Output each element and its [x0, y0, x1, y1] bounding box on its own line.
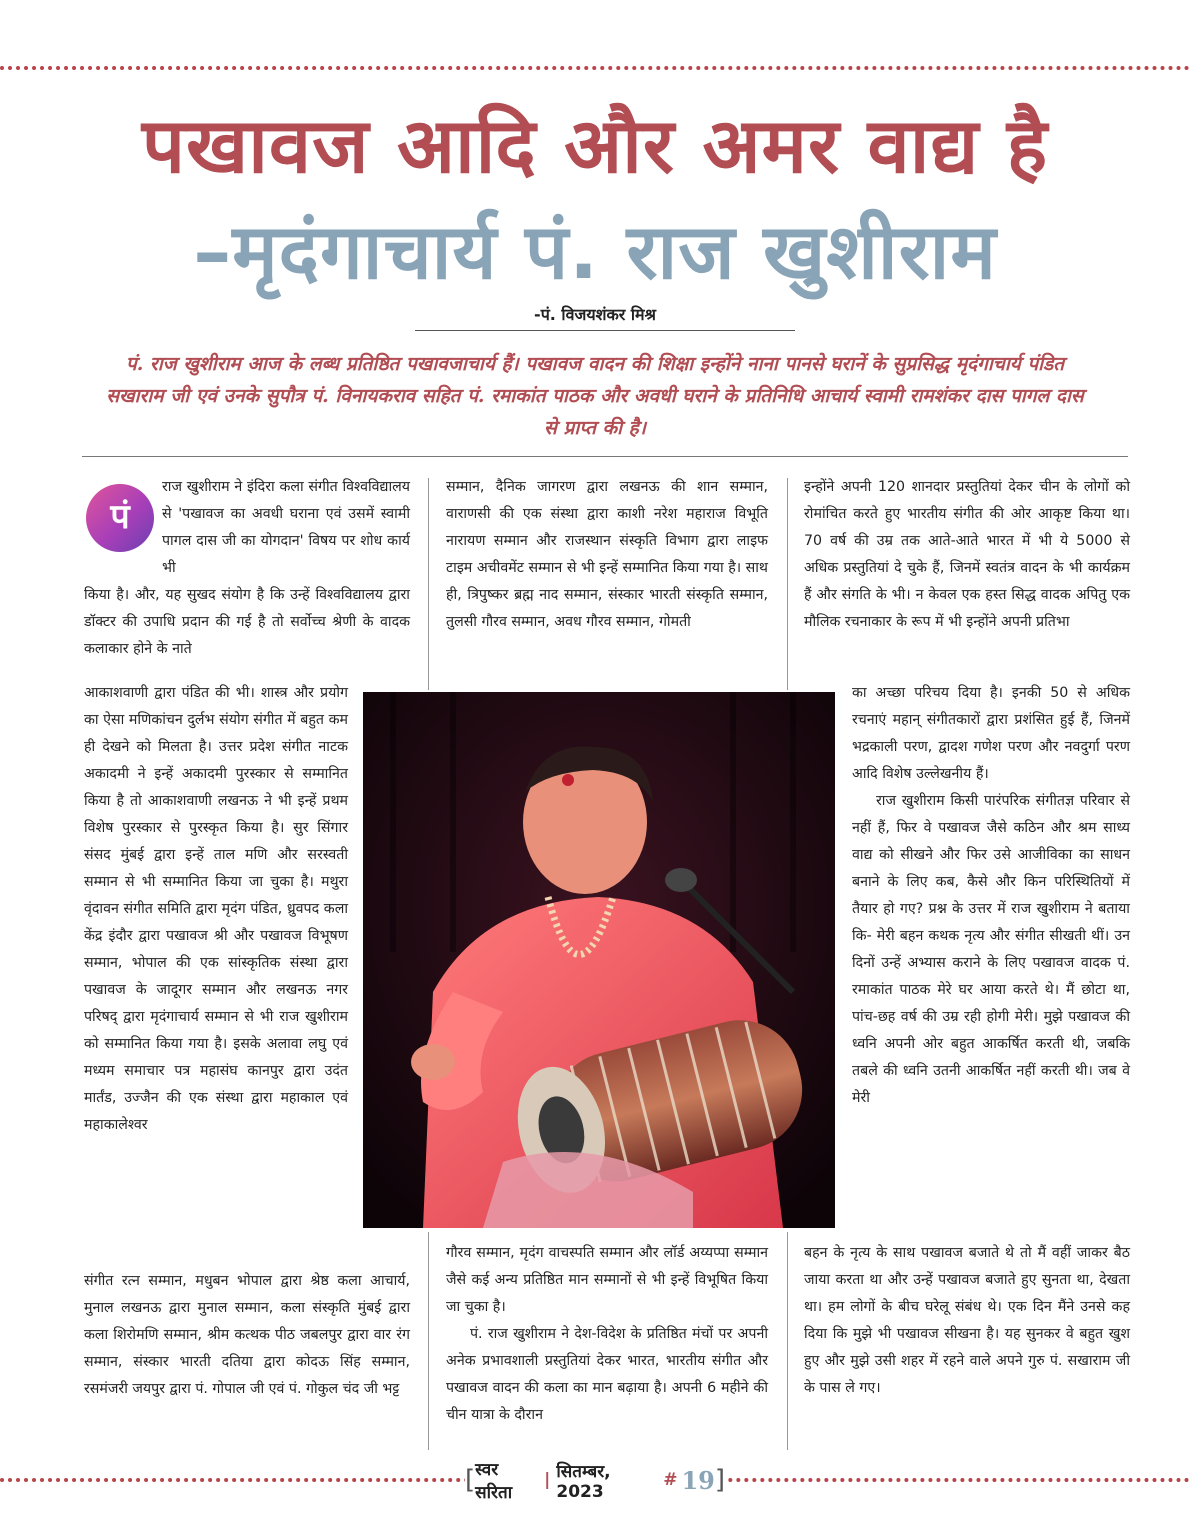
col3-para-right-1: का अच्छा परिचय दिया है। इनकी 50 से अधिक रचनाएं महान् संगीतकारों द्वारा प्रशंसित हुई हैं, जिनमें भद्रकाली परण, द्वादश गणेश परण और नवदुर्गा परण आदि विशेष उल्लेखनीय हैं। — [852, 685, 1130, 782]
intro-rule — [82, 456, 1128, 457]
col1-para-top: राज खुशीराम ने इंदिरा कला संगीत विश्वविद्यालय से 'पखावज का अवधी घराना एवं उसमें स्वामी पागल दास जी का योगदान' विषय पर शोध कार्य भी — [162, 479, 410, 576]
col1-para-bottom: संगीत रत्न सम्मान, मधुबन भोपाल द्वारा श्रेष्ठ कला आचार्य, मुनाल लखनऊ द्वारा मुनाल सम्मान, कला संस्कृति मुंबई द्वारा कला शिरोमणि सम्मान, श्रीम कत्थक पीठ जबलपुर द्वारा वार रंग सम्मान, संस्कार भारती दतिया द्वारा कोदऊ सिंह सम्मान, रसमंजरी जयपुर द्वारा पं. गोपाल जी एवं पं. गोकुल चंद जी भट्ट — [84, 1273, 410, 1397]
col2-bottom — [446, 1240, 768, 1429]
col3-para-bottom: बहन के नृत्य के साथ पखावज बजाते थे तो मैं वहीं जाकर बैठ जाया करता था और उन्हें पखावज बजाते हुए सुनता था, देखता था। हम लोगों के बीच घरेलू संबंध थे। एक दिन मैंने उनसे कह दिया कि मुझे भी पखावज सीखना है। यह सुनकर वे बहुत खुश हुए और मुझे उसी शहर में रहने वाले अपने गुरु पं. सखाराम जी के पास ले गए। — [804, 1245, 1130, 1396]
top-dotted-rule — [0, 66, 1190, 70]
intro-deck: पं. राज खुशीराम आज के लब्ध प्रतिष्ठित पखावजाचार्य हैं। पखावज वादन की शिक्षा इन्होंने नाना पानसे घरानें के सुप्रसिद्ध मृदंगाचार्य पंडित सखाराम जी एवं उनके सुपौत्र पं. विनायकराव सहित पं. रमाकांत पाठक और अवधी घराने के प्रतिनिधि आचार्य स्वामी रामशंकर दास पागल दास से प्राप्त की है। — [106, 353, 1084, 439]
column-rule-2-top — [787, 478, 788, 690]
column-rule-1-top — [428, 478, 429, 690]
author-byline: -पं. विजयशंकर मिश्र — [534, 305, 656, 324]
page-footer — [465, 1460, 725, 1503]
footer-hash: # — [663, 1470, 678, 1490]
col1-para-left: आकाशवाणी द्वारा पंडित की भी। शास्त्र और प्रयोग का ऐसा मणिकांचन दुर्लभ संयोग संगीत में बहुत कम ही देखने को मिलता है। उत्तर प्रदेश संगीत नाटक अकादमी ने इन्हें अकादमी पुरस्कार से सम्मानित किया है तो आकाशवाणी लखनऊ ने भी इन्हें प्रथम विशेष पुरस्कार से पुरस्कृत किया है। सुर सिंगार संसद मुंबई द्वारा इन्हें ताल मणि और सरस्वती सम्मान से भी सम्मानित किया जा चुका है। मथुरा वृंदावन संगीत समिति द्वारा मृदंग पंडित, ध्रुवपद कला केंद्र इंदौर द्वारा पखावज श्री और पखावज विभूषण सम्मान, भोपाल की एक सांस्कृतिक संस्था द्वारा पखावज के जादूगर सम्मान और लखनऊ नगर परिषद् द्वारा मृदंगाचार्य सम्मान से भी राज खुशीराम को सम्मानित किया गया है। इसके अलावा लघु एवं मध्यम समाचार पत्र महासंघ कानपुर द्वारा उदंत मार्तंड, उज्जैन की एक संस्था द्वारा महाकाल एवं महाकालेश्वर — [84, 685, 348, 1133]
col2-para-bottom-2: पं. राज खुशीराम ने देश-विदेश के प्रतिष्ठित मंचों पर अपनी अनेक प्रभावशाली प्रस्तुतियां देकर भारत, भारतीय संगीत और पखावज वादन की कला का मान बढ़ाया है। अपनी 6 महीने की चीन यात्रा के दौरान — [446, 1326, 768, 1423]
footer-magazine-name: स्वर सरिता — [475, 1460, 513, 1503]
byline-rule — [415, 330, 795, 331]
footer-issue-date: सितम्बर, 2023 — [556, 1461, 611, 1502]
musician-photo — [363, 692, 835, 1228]
footer-page-number: 19 — [681, 1465, 715, 1495]
col3-right — [852, 680, 1130, 1112]
col2-para-top: सम्मान, दैनिक जागरण द्वारा लखनऊ की शान सम्मान, वाराणसी की एक संस्था द्वारा काशी नरेश महाराज विभूति नारायण सम्मान और राजस्थान संस्कृति विभाग द्वारा लाइफ टाइम अचीवमेंट सम्मान से भी इन्हें सम्मानित किया गया है। साथ ही, त्रिपुष्कर ब्रह्म नाद सम्मान, संस्कार भारती संस्कृति सम्मान, तुलसी गौरव सम्मान, अवध गौरव सम्मान, गोमती — [446, 479, 768, 630]
musician-illustration — [363, 692, 835, 1228]
headline-line-1: पखावज आदि और अमर वाद्य है — [141, 101, 1049, 190]
drop-cap: पं — [86, 484, 154, 552]
headline-line-2: –मृदंगाचार्य पं. राज खुशीराम — [193, 207, 997, 296]
footer-bracket-left: [ — [465, 1465, 476, 1495]
col3-para-right-2: राज खुशीराम किसी पारंपरिक संगीतज्ञ परिवार से नहीं हैं, फिर वे पखावज जैसे कठिन और श्रम साध्य वाद्य को सीखने और फिर उसे आजीविका का साधन बनाने के लिए कब, कैसे और किन परिस्थितियों में तैयार हो गए? प्रश्न के उत्तर में राज खुशीराम ने बताया कि- मेरी बहन कथक नृत्य और संगीत सीखती थीं। उन दिनों उन्हें अभ्यास कराने के लिए पखावज वादक पं. रमाकांत पाठक मेरे घर आया करते थे। मैं छोटा था, पांच-छह वर्ष की उम्र रही होगी मेरी। मुझे पखावज की ध्वनि अपनी ओर बहुत आकर्षित करती थी, जबकि तबले की ध्वनि उतनी आकर्षित नहीं करती थी। जब वे मेरी — [852, 793, 1130, 1106]
col3-para-top: इन्होंने अपनी 120 शानदार प्रस्तुतियां देकर चीन के लोगों को रोमांचित करते हुए भारतीय संगीत की ओर आकृष्ट किया था। 70 वर्ष की उम्र तक आते-आते भारत में भी ये 5000 से अधिक प्रस्तुतियां दे चुके हैं, जिनमें स्वतंत्र वादन के भी कार्यक्रम हैं और संगति के भी। न केवल एक हस्त सिद्ध वादक अपितु एक मौलिक रचनाकार के रूप में भी इन्होंने अपनी प्रतिभा — [804, 479, 1130, 630]
footer-bracket-right: ] — [714, 1465, 725, 1495]
col2-para-bottom-1: गौरव सम्मान, मृदंग वाचस्पति सम्मान और लॉर्ड अय्यप्पा सम्मान जैसे कई अन्य प्रतिष्ठित मान सम्मानों से भी इन्हें विभूषित किया जा चुका है। — [446, 1245, 768, 1315]
column-rule-2-bottom — [787, 1232, 788, 1450]
footer-separator: | — [544, 1470, 551, 1490]
column-rule-1-bottom — [428, 1232, 429, 1450]
col1-para-mid: किया है। और, यह सुखद संयोग है कि उन्हें विश्वविद्यालय द्वारा डॉक्टर की उपाधि प्रदान की गई है तो सर्वोच्च श्रेणी के वादक कलाकार होने के नाते — [84, 587, 410, 657]
